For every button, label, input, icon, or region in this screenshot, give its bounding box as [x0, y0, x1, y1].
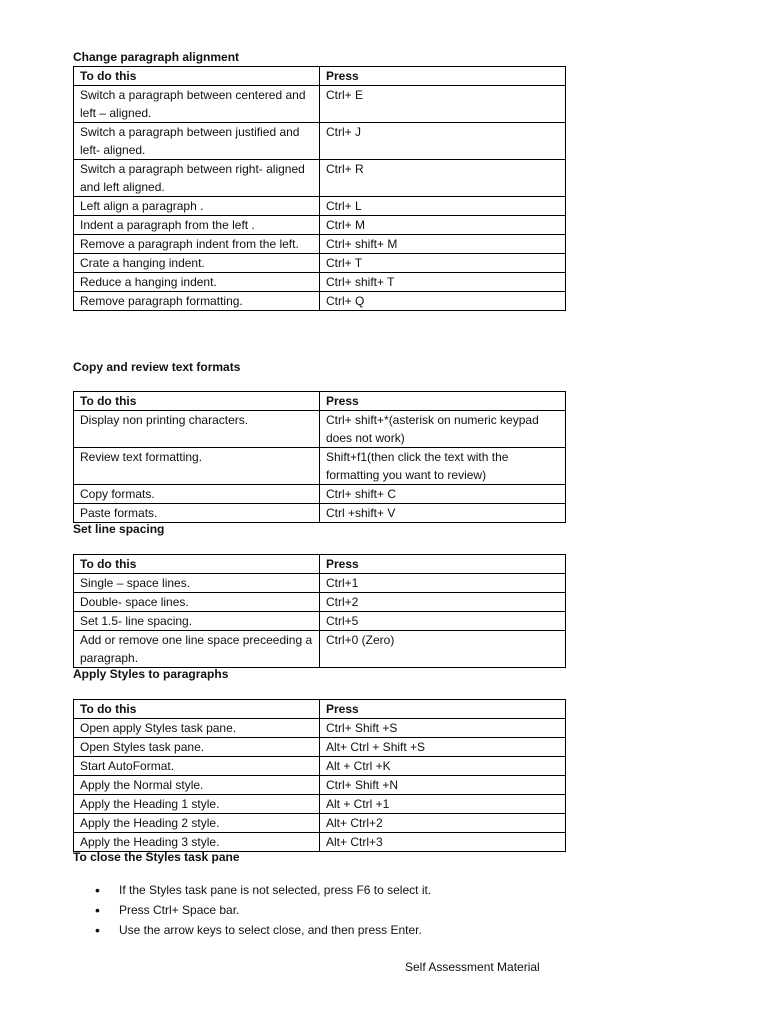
action-cell: Apply the Heading 1 style. — [74, 795, 320, 814]
column-header-action: To do this — [74, 67, 320, 86]
action-cell: Reduce a hanging indent. — [74, 273, 320, 292]
shortcut-cell: Alt+ Ctrl + Shift +S — [320, 738, 566, 757]
table-row — [74, 292, 566, 311]
shortcut-cell: Ctrl+0 (Zero) — [320, 631, 566, 668]
table-row — [74, 593, 566, 612]
shortcut-cell: Ctrl+ M — [320, 216, 566, 235]
shortcut-cell: Ctrl+ J — [320, 123, 566, 160]
table-header-row — [74, 700, 566, 719]
shortcut-cell: Ctrl+2 — [320, 593, 566, 612]
bullet-icon: • — [95, 882, 100, 898]
action-cell: Double- space lines. — [74, 593, 320, 612]
shortcut-cell: Shift+f1(then click the text with the formatting you want to review) — [320, 448, 566, 485]
section-title-close-styles-pane: To close the Styles task pane — [73, 850, 240, 864]
section-title-apply-styles: Apply Styles to paragraphs — [73, 667, 229, 681]
table-row — [74, 574, 566, 593]
list-item — [73, 920, 673, 940]
footer-text: Self Assessment Material — [405, 960, 540, 974]
section-title-line-spacing: Set line spacing — [73, 522, 165, 536]
shortcut-cell: Alt + Ctrl +K — [320, 757, 566, 776]
table-row — [74, 197, 566, 216]
shortcut-cell: Ctrl+ shift+*(asterisk on numeric keypad does not work) — [320, 411, 566, 448]
shortcut-cell: Ctrl+5 — [320, 612, 566, 631]
action-cell: Left align a paragraph . — [74, 197, 320, 216]
action-cell: Open apply Styles task pane. — [74, 719, 320, 738]
table-row — [74, 411, 566, 448]
column-header-press: Press — [320, 555, 566, 574]
action-cell: Switch a paragraph between justified and left- aligned. — [74, 123, 320, 160]
table-row — [74, 504, 566, 523]
table-row — [74, 719, 566, 738]
shortcut-cell: Ctrl+ Shift +S — [320, 719, 566, 738]
action-cell: Remove paragraph formatting. — [74, 292, 320, 311]
step-text: Press Ctrl+ Space bar. — [119, 903, 240, 917]
shortcut-cell: Alt + Ctrl +1 — [320, 795, 566, 814]
table-row — [74, 814, 566, 833]
action-cell: Indent a paragraph from the left . — [74, 216, 320, 235]
table-row — [74, 123, 566, 160]
shortcut-cell: Ctrl+1 — [320, 574, 566, 593]
table-row — [74, 757, 566, 776]
action-cell: Start AutoFormat. — [74, 757, 320, 776]
action-cell: Remove a paragraph indent from the left. — [74, 235, 320, 254]
action-cell: Review text formatting. — [74, 448, 320, 485]
shortcut-cell: Alt+ Ctrl+2 — [320, 814, 566, 833]
table-row — [74, 216, 566, 235]
shortcut-cell: Ctrl+ shift+ C — [320, 485, 566, 504]
shortcut-table-line-spacing — [73, 554, 566, 668]
table-row — [74, 160, 566, 197]
table-row — [74, 86, 566, 123]
shortcut-cell: Alt+ Ctrl+3 — [320, 833, 566, 852]
action-cell: Crate a hanging indent. — [74, 254, 320, 273]
bullet-icon: • — [95, 922, 100, 938]
section-title-copy-formats: Copy and review text formats — [73, 360, 241, 374]
table-row — [74, 631, 566, 668]
shortcut-table-alignment — [73, 66, 566, 311]
table-header-row — [74, 555, 566, 574]
section-title-alignment: Change paragraph alignment — [73, 50, 240, 64]
bullet-icon: • — [95, 902, 100, 918]
list-item — [73, 880, 673, 900]
action-cell: Set 1.5- line spacing. — [74, 612, 320, 631]
shortcut-table-apply-styles — [73, 699, 566, 852]
table-row — [74, 485, 566, 504]
table-row — [74, 448, 566, 485]
action-cell: Apply the Heading 3 style. — [74, 833, 320, 852]
shortcut-cell: Ctrl+ L — [320, 197, 566, 216]
table-row — [74, 273, 566, 292]
column-header-press: Press — [320, 67, 566, 86]
column-header-press: Press — [320, 392, 566, 411]
step-text: Use the arrow keys to select close, and then press Enter. — [119, 923, 422, 937]
step-text: If the Styles task pane is not selected, press F6 to select it. — [119, 883, 432, 897]
shortcut-cell: Ctrl+ R — [320, 160, 566, 197]
table-row — [74, 776, 566, 795]
action-cell: Switch a paragraph between right- aligned and left aligned. — [74, 160, 320, 197]
table-header-row — [74, 67, 566, 86]
shortcut-cell: Ctrl+ shift+ T — [320, 273, 566, 292]
action-cell: Display non printing characters. — [74, 411, 320, 448]
action-cell: Single – space lines. — [74, 574, 320, 593]
table-header-row — [74, 392, 566, 411]
table-row — [74, 254, 566, 273]
shortcut-cell: Ctrl +shift+ V — [320, 504, 566, 523]
shortcut-cell: Ctrl+ shift+ M — [320, 235, 566, 254]
table-row — [74, 235, 566, 254]
shortcut-cell: Ctrl+ E — [320, 86, 566, 123]
column-header-action: To do this — [74, 700, 320, 719]
list-item — [73, 900, 673, 920]
shortcut-table-copy-formats — [73, 391, 566, 523]
action-cell: Paste formats. — [74, 504, 320, 523]
shortcut-cell: Ctrl+ Q — [320, 292, 566, 311]
action-cell: Add or remove one line space preceeding a paragraph. — [74, 631, 320, 668]
action-cell: Switch a paragraph between centered and left – aligned. — [74, 86, 320, 123]
shortcut-cell: Ctrl+ T — [320, 254, 566, 273]
action-cell: Apply the Normal style. — [74, 776, 320, 795]
action-cell: Apply the Heading 2 style. — [74, 814, 320, 833]
column-header-action: To do this — [74, 392, 320, 411]
table-row — [74, 612, 566, 631]
column-header-press: Press — [320, 700, 566, 719]
shortcut-cell: Ctrl+ Shift +N — [320, 776, 566, 795]
table-row — [74, 738, 566, 757]
column-header-action: To do this — [74, 555, 320, 574]
action-cell: Open Styles task pane. — [74, 738, 320, 757]
action-cell: Copy formats. — [74, 485, 320, 504]
close-pane-steps — [73, 880, 673, 940]
table-row — [74, 795, 566, 814]
